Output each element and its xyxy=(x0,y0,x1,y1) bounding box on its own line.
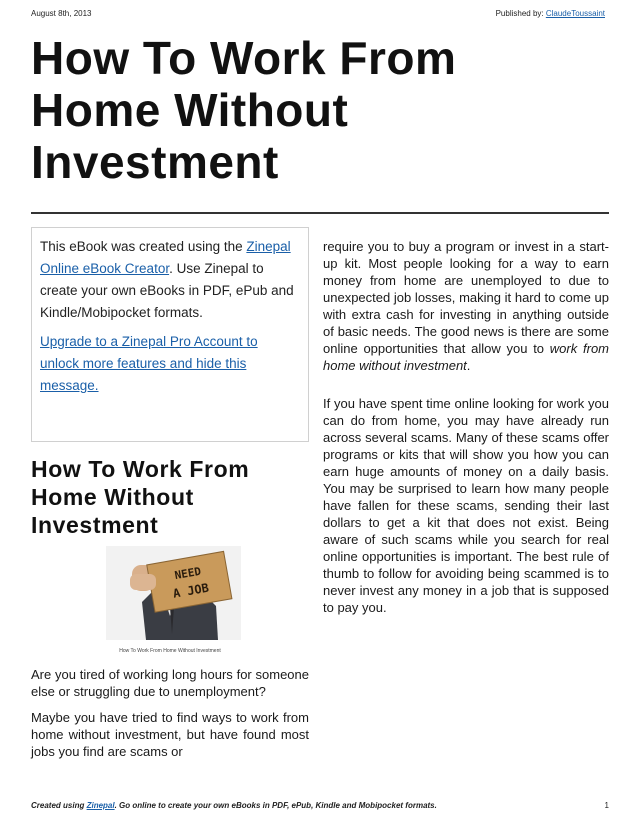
title-divider xyxy=(31,212,609,214)
publish-date: August 8th, 2013 xyxy=(31,9,92,18)
promo-text: This eBook was created using the Zinepal Online eBook Creator. Use Zinepal to create your own eBooks in PDF, ePub and Kindle/Mobipocket formats. xyxy=(40,239,294,320)
title-line-3: Investment xyxy=(31,136,279,188)
section-title-line-1: How To Work From xyxy=(31,456,250,482)
title-line-2: Home Without xyxy=(31,84,349,136)
footer-zinepal-link[interactable]: Zinepal xyxy=(86,801,115,810)
body-paragraph-3: require you to buy a program or invest in a start-up kit. Most people looking for a way to earn money from home are unemployed to due to unexpected job losses, making it hard to come up with extra cash for investing in anything outside of basic needs. The good news is there are some online opportunities that allow you to work from home without investment. xyxy=(323,239,610,373)
published-by-label: Published by: xyxy=(495,9,546,18)
body-paragraph-4: If you have spent time online looking for work you can do from home, you may have already run across several scams. Many of these scams offer programs or kits that will show you how you can earn huge amounts of money on a daily basis. You may be surprised to learn how many people have fallen for these scams, sending their last dollars to get a kit that does not exist. Being aware of such scams while you search for real online opportunities is important. The best rule of thumb to follow for avoiding being scammed is to never invest any money in a job that is supposed to pay you. xyxy=(323,396,609,615)
section-title-line-3: Investment xyxy=(31,512,159,538)
emphasis-phrase: work from home without investment xyxy=(323,341,610,373)
left-column-body xyxy=(31,666,309,769)
article-figure xyxy=(31,544,309,661)
zinepal-creator-link[interactable]: Zinepal Online eBook Creator xyxy=(40,239,291,276)
body-paragraph-2: Maybe you have tried to find ways to work from home without investment, but have found most jobs you find are scams or xyxy=(31,710,309,759)
zinepal-promo-box xyxy=(31,227,309,442)
need-a-job-image xyxy=(106,546,241,640)
sign-line-1: NEED xyxy=(173,564,203,583)
title-line-1: How To Work From xyxy=(31,32,457,84)
sign-line-2: A JOB xyxy=(171,580,210,601)
body-paragraph-1: Are you tired of working long hours for someone else or struggling due to unemployment? xyxy=(31,667,309,699)
section-title-line-2: Home Without xyxy=(31,484,194,510)
author-link[interactable]: ClaudeToussaint xyxy=(545,9,605,18)
upgrade-pro-link[interactable]: Upgrade to a Zinepal Pro Account to unlock more features and hide this message. xyxy=(40,334,258,393)
figure-caption: How To Work From Home Without Investment xyxy=(119,648,221,654)
published-by xyxy=(496,9,605,18)
right-column-body xyxy=(323,238,609,637)
page-footer: Created using Zinepal. Go online to create your own eBooks in PDF, ePub, Kindle and Mobipocket formats. 1 xyxy=(31,801,609,810)
page-number: 1 xyxy=(604,801,609,810)
document-title xyxy=(31,32,611,188)
section-title xyxy=(31,455,311,539)
